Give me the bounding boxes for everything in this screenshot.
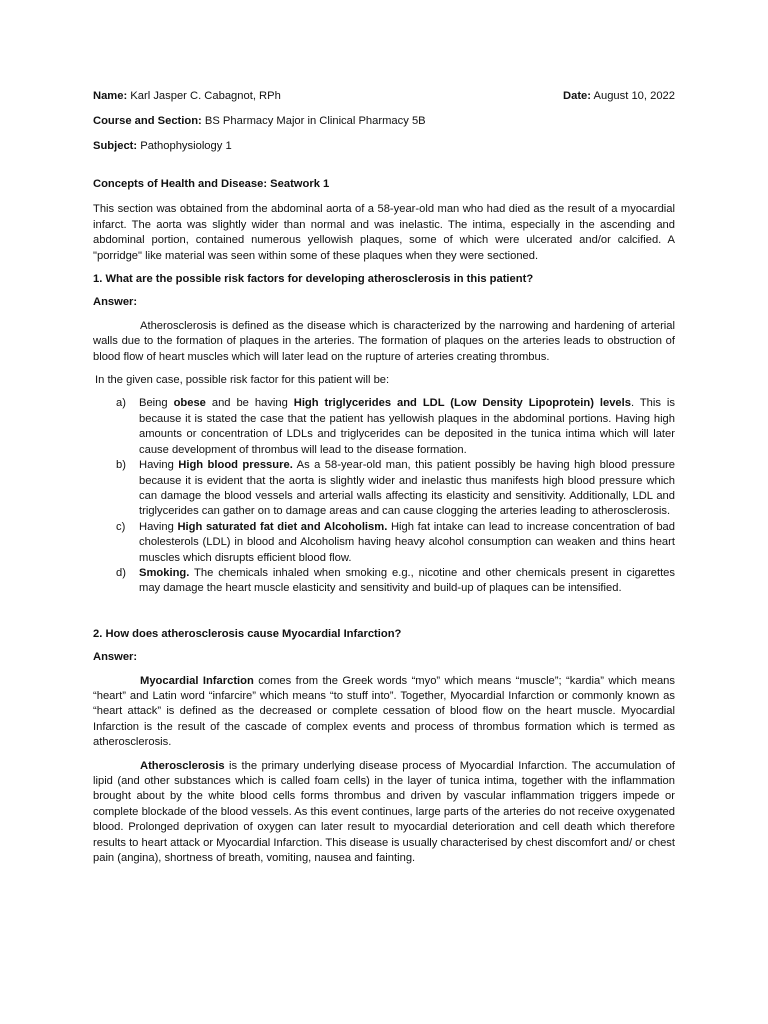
list-item	[93, 396, 675, 458]
item-text: High fat intake can lead to increase concentration of bad cholesterols (LDL) in blood and Alcoholism having heavy alcohol consumption can weaken and thins heart muscles which disrupts efficient blood flow.	[139, 520, 675, 564]
course-line	[93, 114, 675, 129]
course-value: BS Pharmacy Major in Clinical Pharmacy 5B	[201, 115, 426, 127]
item-text: and be having	[205, 397, 294, 410]
name-label: Name:	[93, 90, 128, 102]
course-label: Course and Section:	[93, 115, 202, 127]
subject-label: Subject:	[93, 140, 138, 152]
term-bold: Atherosclerosis	[140, 759, 225, 772]
name-date-row	[93, 89, 675, 104]
date-value: August 10, 2022	[591, 90, 675, 102]
paragraph-text: comes from the Greek words “myo” which means “muscle”; “kardia” which means “heart” and Latin word “infarcire” which means “to stuff into”. Together, Myocardial Infarction or commonly known as “heart attack” is defined as the decreased or complete cessation of blood flow on the heart muscle. Myocardial Infarction is the result of the cascade of complex events and process of thrombus formation which is termed as atherosclerosis.	[93, 674, 675, 749]
question-2: 2. How does atherosclerosis cause Myocardial Infarction?	[93, 627, 402, 640]
item-bold: obese	[173, 397, 206, 410]
term-bold: Myocardial Infarction	[140, 674, 254, 687]
list-marker: a)	[116, 397, 126, 410]
item-text: As a 58-year-old man, this patient possibly be having high blood pressure because it is evident that the aorta is slightly wider and inelastic thus manifests high blood pressure which can damage the blood vessels and arterial walls affecting its elasticity and sensitivity. Additionally, LDL and triglycerides can gather on to damage areas and can cause clogging the arteries leading to atherosclerosis.	[139, 459, 675, 518]
date-label: Date:	[563, 90, 592, 102]
item-bold: High blood pressure.	[178, 459, 293, 472]
name-value: Karl Jasper C. Cabagnot, RPh	[127, 90, 281, 102]
date-line	[563, 89, 675, 104]
paragraph-text: is the primary underlying disease process of Myocardial Infarction. The accumulation of lipid (and other substances which is called foam cells) in the layer of tunica intima, together with the inflammation brought about by the white blood cells forms thrombus and driven by vascular inflammation triggers impede or complete blockade of the blood vessels. As this event continues, large parts of the arteries do not receive oxygenated blood. Prolonged deprivation of oxygen can later result to myocardial deterioration and cell death which therefore results to heart attack or Myocardial Infarction. This disease is usually characterised by chest discomfort and/ or chest pain (angina), shortness of breath, vomiting, nausea and fainting.	[93, 759, 675, 865]
list-marker: d)	[116, 566, 126, 579]
list-item	[93, 458, 675, 520]
item-text: . This is because it is stated the case that the patient has yellowish plaques in the abdominal portions. Having high amounts or concentration of LDLs and triglycerides can be deposited in the tunica intima which will later cause development of thrombus will lead to the disease formation.	[139, 397, 675, 456]
subject-line	[93, 139, 675, 154]
case-intro-paragraph: This section was obtained from the abdominal aorta of a 58-year-old man who had died as the result of a myocardial infarct. The aorta was slightly wider than normal and was inelastic. The intima, especially in the ascending and abdominal portion, contained numerous yellowish plaques, some of which were ulcerated and/or calcified. A "porridge" like material was seen within some of these plaques when they were sectioned.	[93, 203, 675, 262]
subject-value: Pathophysiology 1	[137, 140, 232, 152]
item-text: Being	[139, 397, 174, 410]
answer-1-paragraph: Atherosclerosis is defined as the disease which is characterized by the narrowing and hardening of arterial walls due to the formation of plaques in the arteries. The formation of plaques on the arteries leads to obstruction of blood flow of heart muscles which will later lead on the rupture of arteries creating thrombus.	[93, 319, 675, 363]
risk-factor-list	[93, 396, 675, 596]
item-text: Having	[139, 520, 178, 533]
answer-2-paragraph-2	[93, 759, 675, 867]
answer-2-paragraph-1	[93, 674, 675, 751]
item-bold: High saturated fat diet and Alcoholism.	[177, 520, 388, 533]
list-item	[93, 566, 675, 597]
answer-2-label: Answer:	[93, 651, 138, 664]
list-item	[93, 520, 675, 566]
risk-factors-lead: In the given case, possible risk factor for this patient will be:	[95, 374, 390, 387]
name-line	[93, 89, 281, 104]
list-marker: b)	[116, 459, 126, 472]
question-1: 1. What are the possible risk factors for developing atherosclerosis in this patient?	[93, 273, 534, 286]
document-title: Concepts of Health and Disease: Seatwork 1	[93, 178, 330, 190]
item-bold: High triglycerides and LDL (Low Density Lipoprotein) levels	[293, 397, 631, 410]
item-text: Having	[139, 459, 179, 472]
item-text: The chemicals inhaled when smoking e.g., nicotine and other chemicals present in cigarettes may damage the heart muscle elasticity and sensitivity and build-up of plaques can be intensified.	[139, 566, 675, 595]
answer-1-label: Answer:	[93, 296, 138, 309]
document-body	[93, 89, 675, 874]
list-marker: c)	[116, 520, 126, 533]
item-bold: Smoking.	[139, 566, 190, 579]
